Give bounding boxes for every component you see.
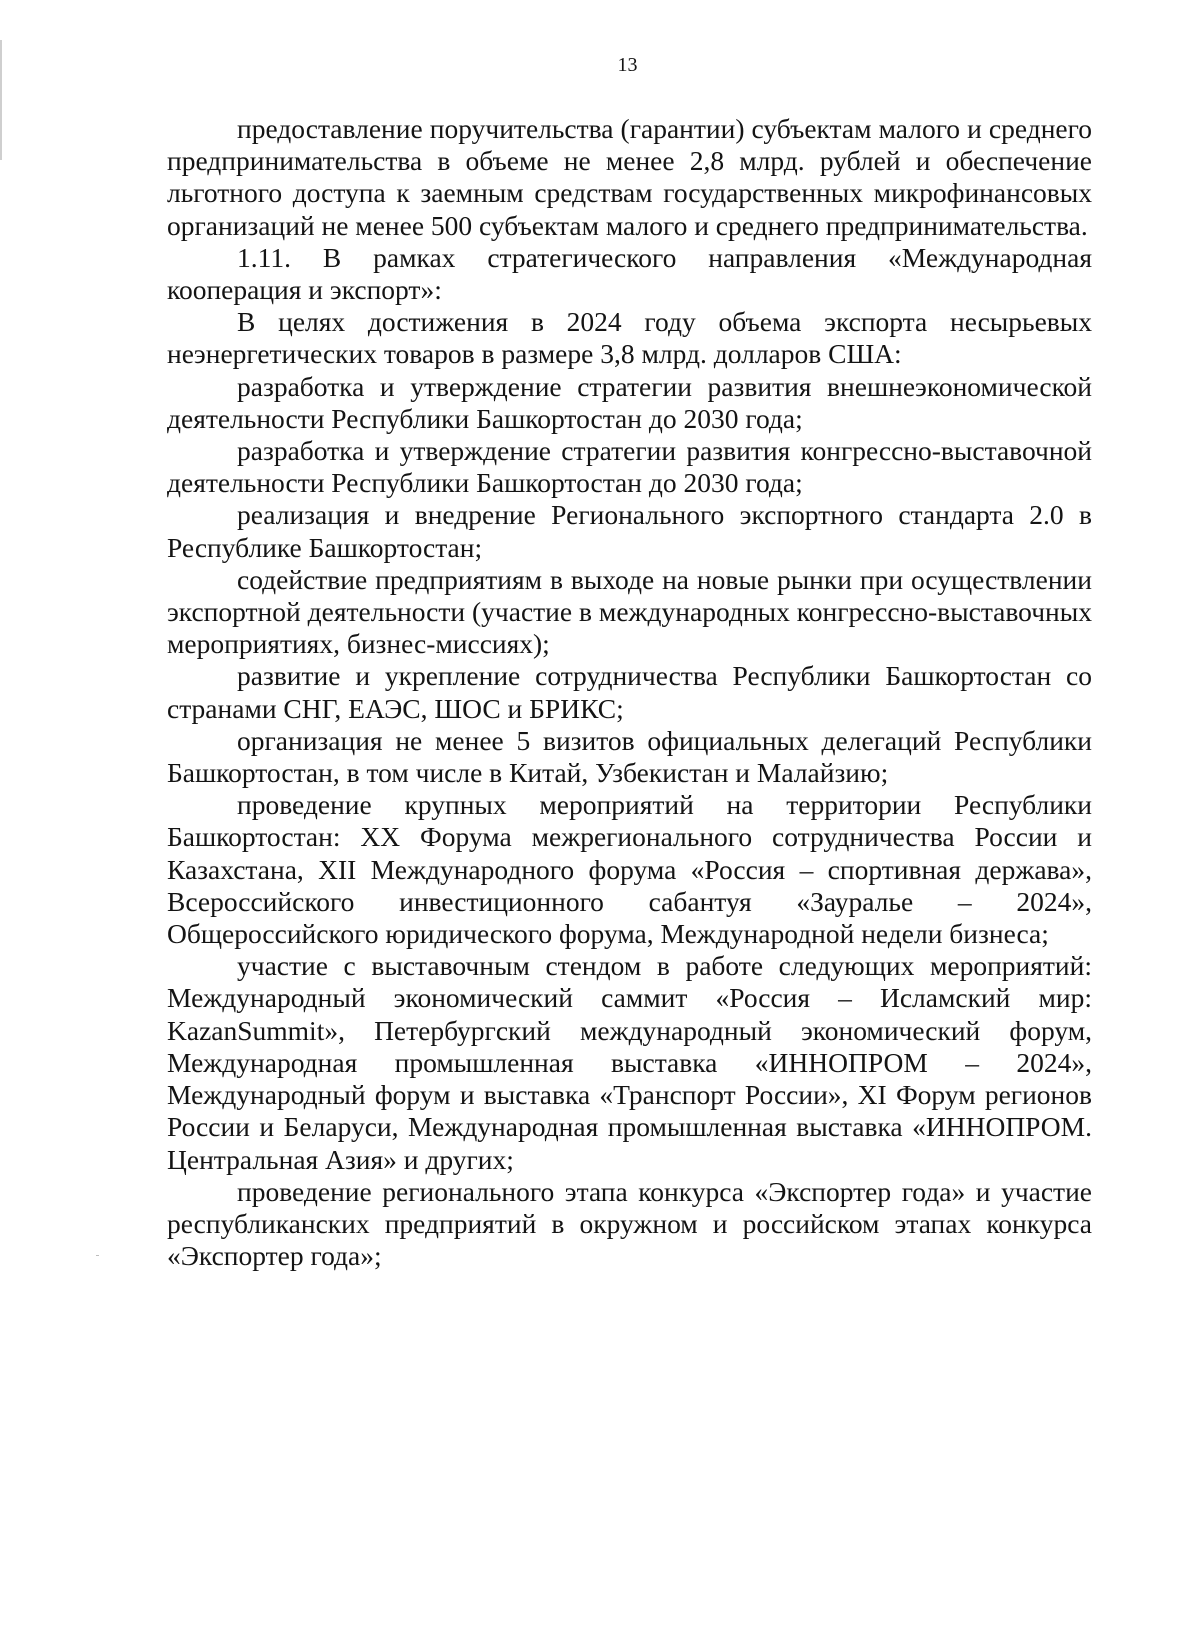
paragraph-exhibition-participation: участие с выставочным стендом в работе следующих мероприятий: Международный экономический саммит «Россия – Исламский мир: KazanSummit», Петербургский международный экономический форум, Международная промышленная выставка «ИННОПРОМ – 2024», Международный форум и выставка «Транспорт России», XI Форум регионов России и Беларуси, Международная промышленная выставка «ИННОПРОМ. Центральная Азия» и других; (167, 950, 1092, 1175)
paragraph-international-cooperation: развитие и укрепление сотрудничества Республики Башкортостан со странами СНГ, ЕАЭС, ШОС и БРИКС; (167, 660, 1092, 724)
document-body (167, 113, 1092, 1272)
paragraph-export-goal: В целях достижения в 2024 году объема экспорта несырьевых неэнергетических товаров в размере 3,8 млрд. долларов США: (167, 306, 1092, 370)
paragraph-official-visits: организация не менее 5 визитов официальных делегаций Республики Башкортостан, в том числе в Китай, Узбекистан и Малайзию; (167, 724, 1092, 789)
page-number: 13 (617, 54, 638, 76)
paragraph-major-events: проведение крупных мероприятий на территории Республики Башкортостан: XX Форума межрегионального сотрудничества России и Казахстана, XII Международного форума «Россия – спортивная держава», Всероссийского инвестиционного сабантуя «Зауралье – 2024», Общероссийского юридического форума, Международной недели бизнеса; (167, 789, 1092, 950)
paragraph-exporter-of-the-year: проведение регионального этапа конкурса «Экспортер года» и участие республиканских предприятий в окружном и российском этапах конкурса «Экспортер года»; (167, 1175, 1092, 1272)
paragraph-congress-exhibition-strategy: разработка и утверждение стратегии развития конгрессно-выставочной деятельности Республики Башкортостан до 2030 года; (167, 435, 1092, 499)
paragraph-export-standard: реализация и внедрение Регионального экспортного стандарта 2.0 в Республике Башкортостан; (167, 499, 1092, 563)
paragraph-new-markets: содействие предприятиям в выходе на новые рынки при осуществлении экспортной деятельности (участие в международных конгрессно-выставочных мероприятиях, бизнес-миссиях); (167, 563, 1092, 660)
scan-speck (96, 1255, 99, 1256)
paragraph-guarantee-support: предоставление поручительства (гарантии) субъектам малого и среднего предпринимательства в объеме не менее 2,8 млрд. рублей и обеспечение льготного доступа к заемным средствам государственных микрофинансовых организаций не менее 500 субъектам малого и среднего предпринимательства. (167, 113, 1092, 241)
paragraph-section-1-11: 1.11. В рамках стратегического направления «Международная кооперация и экспорт»: (167, 241, 1092, 306)
scan-edge-mark (0, 40, 2, 160)
paragraph-foreign-economic-strategy: разработка и утверждение стратегии развития внешнеэкономической деятельности Республики Башкортостан до 2030 года; (167, 370, 1092, 434)
